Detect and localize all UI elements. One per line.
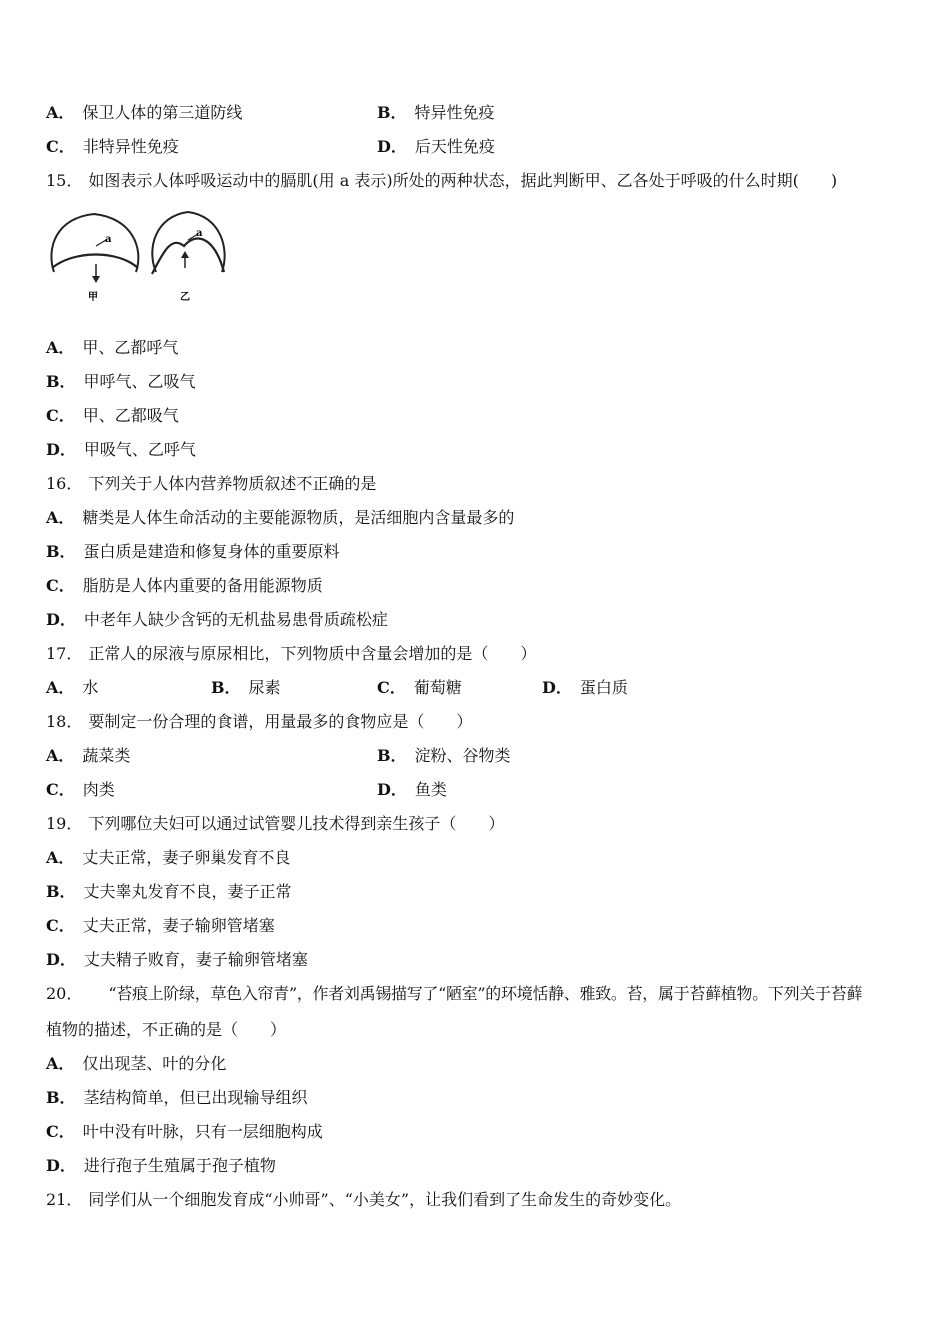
question-text: 要制定一份合理的食谱，用量最多的食物应是（ ） (88, 712, 473, 731)
q14-option-c (46, 137, 179, 157)
option-label: A． (46, 1054, 75, 1073)
label-a-right: a (196, 228, 203, 239)
q18-option-b (377, 746, 511, 766)
q20-option-c (46, 1122, 323, 1142)
question-number: 15． (46, 171, 83, 190)
question-text: 正常人的尿液与原尿相比，下列物质中含量会增加的是（ ） (88, 644, 537, 663)
option-text: 蔬菜类 (82, 746, 131, 765)
option-label: B． (211, 678, 241, 697)
q19-option-d (46, 950, 308, 970)
q17-option-c (377, 678, 462, 698)
option-label: D． (377, 137, 407, 156)
option-label: A． (46, 678, 75, 697)
option-label: B． (46, 882, 76, 901)
q18-option-d (377, 780, 447, 800)
option-text: 甲、乙都吸气 (82, 406, 179, 425)
question-number: 16． (46, 474, 83, 493)
option-label: D． (46, 1156, 76, 1175)
q16-option-b (46, 542, 340, 562)
option-label: B． (377, 103, 407, 122)
question-text: 如图表示人体呼吸运动中的膈肌(用 a 表示)所处的两种状态，据此判断甲、乙各处于呼吸的什么时期( ) (88, 171, 838, 190)
q19-option-b (46, 882, 292, 902)
option-text: 非特异性免疫 (82, 137, 179, 156)
q16-stem (46, 474, 376, 494)
q15-option-c (46, 406, 179, 426)
q19-option-c (46, 916, 275, 936)
option-text: 叶中没有叶脉，只有一层细胞构成 (82, 1122, 323, 1141)
q18-option-a (46, 746, 130, 766)
q17-option-d (542, 678, 628, 698)
question-number: 17． (46, 644, 83, 663)
question-number: 19． (46, 814, 83, 833)
option-text: 丈夫正常，妻子卵巢发育不良 (82, 848, 291, 867)
option-text: 丈夫精子败育，妻子输卵管堵塞 (83, 950, 308, 969)
q15-option-a (46, 338, 178, 358)
question-number: 21． (46, 1190, 83, 1209)
option-text: 进行孢子生殖属于孢子植物 (83, 1156, 276, 1175)
q18-stem (46, 712, 472, 732)
option-text: 鱼类 (414, 780, 447, 799)
q19-option-a (46, 848, 290, 868)
option-label: A． (46, 338, 75, 357)
question-text: 下列关于人体内营养物质叙述不正确的是 (88, 474, 377, 493)
option-text: 蛋白质 (579, 678, 628, 697)
q14-option-b (377, 103, 495, 123)
option-label: D． (46, 950, 76, 969)
diaphragm-figure (46, 210, 236, 302)
q14-option-d (377, 137, 495, 157)
q20-option-d (46, 1156, 276, 1176)
option-text: 糖类是人体生命活动的主要能源物质，是活细胞内含量最多的 (82, 508, 515, 527)
question-number: 18． (46, 712, 83, 731)
diaphragm-diagram (46, 210, 236, 302)
option-text: 蛋白质是建造和修复身体的重要原料 (83, 542, 340, 561)
label-yi: 乙 (180, 292, 190, 302)
q20-option-b (46, 1088, 308, 1108)
q20-stem-line2 (46, 1020, 286, 1040)
option-label: C． (46, 916, 75, 935)
option-text: 甲、乙都呼气 (82, 338, 179, 357)
option-label: C． (46, 1122, 75, 1141)
q17-stem (46, 644, 536, 664)
option-label: B． (46, 1088, 76, 1107)
option-text: 葡萄糖 (413, 678, 462, 697)
option-label: B． (46, 542, 76, 561)
option-label: C． (46, 137, 75, 156)
option-text: 肉类 (82, 780, 115, 799)
q21-stem (46, 1190, 681, 1210)
option-label: B． (377, 746, 407, 765)
option-text: 尿素 (248, 678, 281, 697)
figure-yi (152, 212, 225, 302)
figure-jia (51, 214, 138, 302)
option-label: C． (46, 780, 75, 799)
q18-option-c (46, 780, 115, 800)
q15-option-d (46, 440, 196, 460)
option-text: 特异性免疫 (414, 103, 495, 122)
q16-option-d (46, 610, 388, 630)
option-label: A． (46, 746, 75, 765)
option-text: 丈夫睾丸发育不良，妻子正常 (83, 882, 292, 901)
option-text: 丈夫正常，妻子输卵管堵塞 (82, 916, 275, 935)
q16-option-a (46, 508, 514, 528)
option-label: D． (377, 780, 407, 799)
option-text: 甲呼气、乙吸气 (83, 372, 196, 391)
q17-option-b (211, 678, 281, 698)
question-text: 下列哪位夫妇可以通过试管婴儿技术得到亲生孩子（ ） (88, 814, 505, 833)
option-label: A． (46, 508, 75, 527)
option-text: 后天性免疫 (414, 137, 495, 156)
option-text: 甲吸气、乙呼气 (83, 440, 196, 459)
option-text: 茎结构简单，但已出现输导组织 (83, 1088, 308, 1107)
q15-stem (46, 171, 837, 191)
label-jia: 甲 (88, 292, 98, 302)
option-text: 脂肪是人体内重要的备用能源物质 (82, 576, 323, 595)
option-label: D． (46, 610, 76, 629)
question-text: 植物的描述，不正确的是（ ） (46, 1020, 287, 1039)
option-label: A． (46, 848, 75, 867)
q17-option-a (46, 678, 98, 698)
option-text: 淀粉、谷物类 (414, 746, 511, 765)
q14-option-a (46, 103, 242, 123)
option-label: A． (46, 103, 75, 122)
option-label: D． (542, 678, 572, 697)
q20-option-a (46, 1054, 226, 1074)
option-label: C． (46, 406, 75, 425)
option-label: B． (46, 372, 76, 391)
option-label: D． (46, 440, 76, 459)
option-text: 保卫人体的第三道防线 (82, 103, 243, 122)
question-number: 20． (46, 984, 83, 1003)
option-text: 水 (82, 678, 99, 697)
option-text: 中老年人缺少含钙的无机盐易患骨质疏松症 (83, 610, 388, 629)
q20-stem-line1 (46, 984, 862, 1004)
option-label: C． (46, 576, 75, 595)
q16-option-c (46, 576, 323, 596)
q19-stem (46, 814, 504, 834)
q15-option-b (46, 372, 196, 392)
question-text: “苔痕上阶绿，草色入帘青”，作者刘禹锡描写了“陋室”的环境恬静、雅致。苔，属于苔藓植物。下列关于苔藓 (108, 984, 863, 1003)
question-text: 同学们从一个细胞发育成“小帅哥”、“小美女”，让我们看到了生命发生的奇妙变化。 (88, 1190, 682, 1209)
label-a-left: a (105, 234, 112, 245)
option-text: 仅出现茎、叶的分化 (82, 1054, 227, 1073)
option-label: C． (377, 678, 406, 697)
